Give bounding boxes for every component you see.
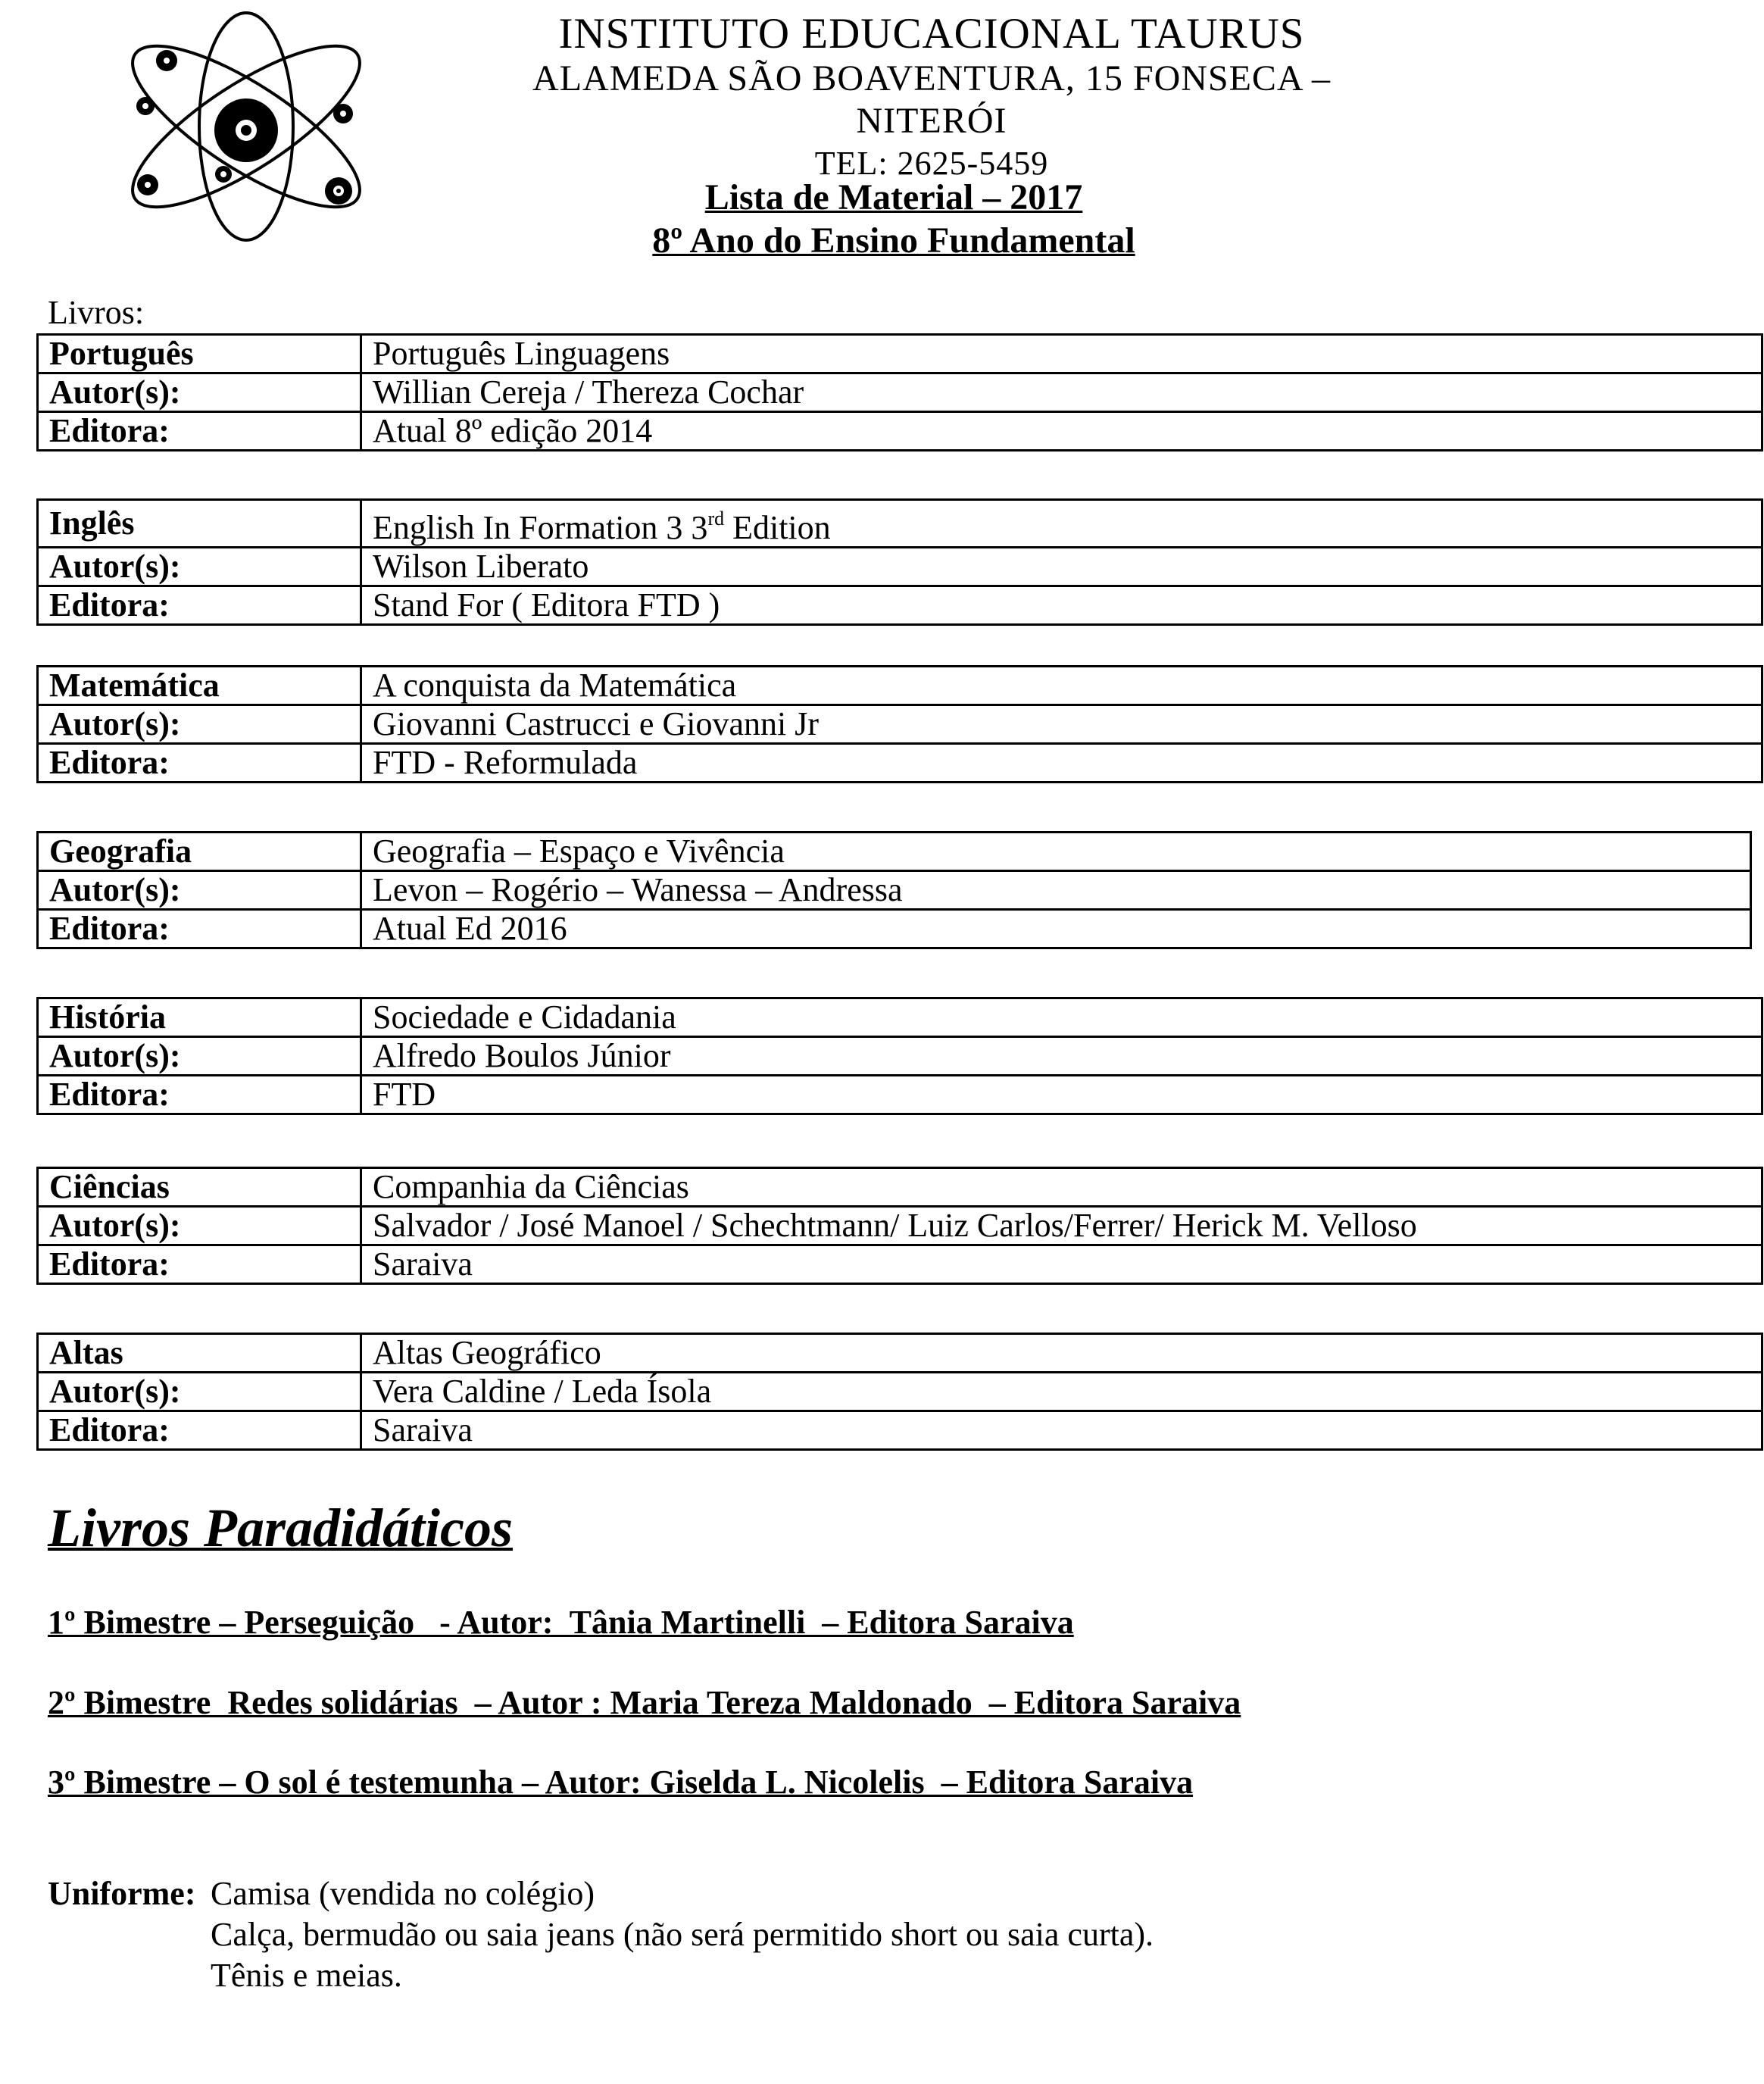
- authors-label: Autor(s):: [38, 548, 361, 586]
- list-title-year: Lista de Material – 2017: [704, 177, 1083, 217]
- book-authors: Vera Caldine / Leda Ísola: [361, 1373, 1762, 1411]
- authors-label: Autor(s):: [38, 871, 361, 910]
- book-authors: Wilson Liberato: [361, 548, 1762, 586]
- institute-name: INSTITUTO EDUCACIONAL TAURUS: [558, 10, 1305, 58]
- subject-label: Matemática: [38, 667, 361, 705]
- book-title: A conquista da Matemática: [361, 667, 1762, 705]
- publisher-label: Editora:: [38, 1245, 361, 1284]
- book-table-ingles: [36, 498, 1763, 626]
- book-authors: Willian Cereja / Thereza Cochar: [361, 373, 1762, 412]
- publisher-label: Editora:: [38, 744, 361, 783]
- paradidatico-item: 1º Bimestre – Perseguição - Autor: Tânia Martinelli – Editora Saraiva: [48, 1604, 1074, 1641]
- book-title: Sociedade e Cidadania: [361, 998, 1762, 1037]
- book-publisher: Saraiva: [361, 1411, 1762, 1450]
- subject-label: Ciências: [38, 1168, 361, 1207]
- book-table-matematica: [36, 665, 1763, 783]
- subject-label: Geografia: [38, 833, 361, 871]
- book-table-altas: [36, 1333, 1763, 1451]
- authors-label: Autor(s):: [38, 373, 361, 412]
- book-table-ciencias: [36, 1167, 1763, 1285]
- book-authors: Alfredo Boulos Júnior: [361, 1037, 1762, 1076]
- uniform-line: Tênis e meias.: [211, 1957, 402, 1994]
- book-table-portugues: [36, 333, 1763, 451]
- paradidatico-item: 2º Bimestre Redes solidárias – Autor : Maria Tereza Maldonado – Editora Saraiva: [48, 1684, 1241, 1721]
- book-publisher: Stand For ( Editora FTD ): [361, 586, 1762, 625]
- subject-label: Português: [38, 335, 361, 373]
- book-publisher: FTD - Reformulada: [361, 744, 1762, 783]
- book-title: Geografia – Espaço e Vivência: [361, 833, 1751, 871]
- paradidatico-item: 3º Bimestre – O sol é testemunha – Autor: Giselda L. Nicolelis – Editora Saraiva: [48, 1764, 1194, 1801]
- subject-label: História: [38, 998, 361, 1037]
- book-authors: Salvador / José Manoel / Schechtmann/ Luiz Carlos/Ferrer/ Herick M. Velloso: [361, 1207, 1762, 1245]
- subject-label: Altas: [38, 1334, 361, 1373]
- superscript: rd: [707, 508, 725, 530]
- uniform-line: Calça, bermudão ou saia jeans (não será permitido short ou saia curta).: [211, 1916, 1154, 1953]
- book-authors: Levon – Rogério – Wanessa – Andressa: [361, 871, 1751, 910]
- institute-phone: TEL: 2625-5459: [814, 145, 1049, 182]
- publisher-label: Editora:: [38, 412, 361, 451]
- book-publisher: Atual Ed 2016: [361, 910, 1751, 948]
- authors-label: Autor(s):: [38, 1373, 361, 1411]
- uniform-label: Uniforme:: [48, 1875, 196, 1912]
- authors-label: Autor(s):: [38, 705, 361, 744]
- books-label: Livros:: [48, 294, 145, 331]
- school-header: [454, 11, 1409, 185]
- book-table-geografia: [36, 831, 1752, 949]
- book-title: Companhia da Ciências: [361, 1168, 1762, 1207]
- book-table-historia: [36, 997, 1763, 1115]
- book-publisher: Saraiva: [361, 1245, 1762, 1284]
- book-authors: Giovanni Castrucci e Giovanni Jr: [361, 705, 1762, 744]
- list-title: [454, 176, 1333, 262]
- book-title: English In Formation 3 3rd Edition: [361, 500, 1762, 548]
- paradidaticos-title: Livros Paradidáticos: [48, 1498, 513, 1558]
- publisher-label: Editora:: [38, 910, 361, 948]
- authors-label: Autor(s):: [38, 1207, 361, 1245]
- publisher-label: Editora:: [38, 586, 361, 625]
- book-publisher: Atual 8º edição 2014: [361, 412, 1762, 451]
- subject-label: Inglês: [38, 500, 361, 548]
- atom-logo: [114, 9, 379, 244]
- institute-address: ALAMEDA SÃO BOAVENTURA, 15 FONSECA – NITERÓI: [532, 58, 1331, 141]
- book-publisher: FTD: [361, 1076, 1762, 1114]
- book-title: Altas Geográfico: [361, 1334, 1762, 1373]
- publisher-label: Editora:: [38, 1076, 361, 1114]
- publisher-label: Editora:: [38, 1411, 361, 1450]
- uniform-line: Camisa (vendida no colégio): [211, 1875, 595, 1912]
- list-title-grade: 8º Ano do Ensino Fundamental: [652, 220, 1135, 261]
- book-title: Português Linguagens: [361, 335, 1762, 373]
- authors-label: Autor(s):: [38, 1037, 361, 1076]
- uniform-section: [48, 1873, 1154, 1994]
